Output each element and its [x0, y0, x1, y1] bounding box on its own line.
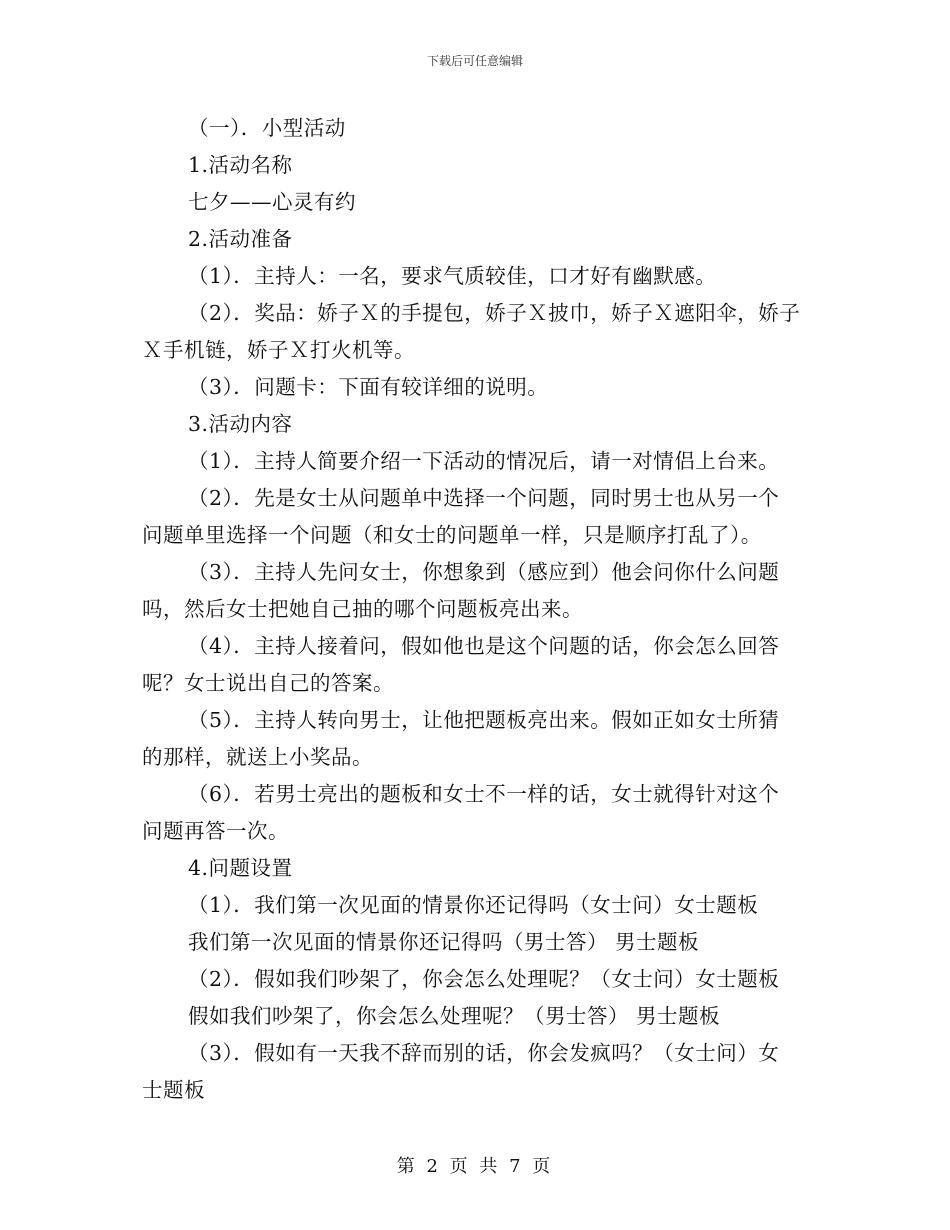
paragraph-line: （3）．问题卡：下面有较详细的说明。 [188, 375, 549, 399]
subheading-questions: 4.问题设置 [188, 856, 293, 880]
paragraph-line: （1）．主持人简要介绍一下活动的情况后，请一对情侣上台来。 [188, 449, 780, 473]
paragraph-line: 吗，然后女士把她自己抽的哪个问题板亮出来。 [142, 597, 583, 621]
question-line: （2）．假如我们吵架了，你会怎么处理呢？（女士问）女士题板 [188, 967, 780, 991]
page-header: 下载后可任意编辑 [426, 54, 523, 68]
question-line: （3）．假如有一天我不辞而别的话，你会发疯吗？（女士问）女 [188, 1041, 780, 1065]
activity-name: 七夕——心灵有约 [188, 190, 356, 214]
paragraph-line: （4）．主持人接着问，假如他也是这个问题的话，你会怎么回答 [188, 634, 780, 658]
page-footer: 第 2 页 共 7 页 [396, 1156, 554, 1177]
paragraph-line: Ｘ手机链，娇子Ｘ打火机等。 [142, 338, 415, 362]
paragraph-line: （1）．主持人：一名，要求气质较佳，口才好有幽默感。 [188, 264, 717, 288]
question-line: （1）．我们第一次见面的情景你还记得吗（女士问）女士题板 [188, 893, 759, 917]
section-heading: （一）．小型活动 [188, 116, 346, 140]
question-line: 我们第一次见面的情景你还记得吗（男士答） 男士题板 [188, 930, 700, 954]
paragraph-line: 的那样，就送上小奖品。 [142, 745, 373, 769]
paragraph-line: 问题再答一次。 [142, 819, 289, 843]
paragraph-line: （2）．先是女士从问题单中选择一个问题，同时男士也从另一个 [188, 486, 780, 510]
paragraph-line: （2）．奖品：娇子Ｘ的手提包，娇子Ｘ披巾，娇子Ｘ遮阳伞，娇子 [188, 301, 801, 325]
paragraph-line: （5）．主持人转向男士，让他把题板亮出来。假如正如女士所猜 [188, 708, 780, 732]
paragraph-line: 问题单里选择一个问题（和女士的问题单一样，只是顺序打乱了）。 [142, 523, 762, 547]
paragraph-line: （3）．主持人先问女士，你想象到（感应到）他会问你什么问题 [188, 560, 780, 584]
paragraph-line: （6）．若男士亮出的题板和女士不一样的话，女士就得针对这个 [188, 782, 780, 806]
subheading-activity-name: 1.活动名称 [188, 153, 293, 177]
paragraph-line: 呢？女士说出自己的答案。 [142, 671, 394, 695]
question-line: 假如我们吵架了，你会怎么处理呢？（男士答） 男士题板 [188, 1004, 721, 1028]
subheading-preparation: 2.活动准备 [188, 227, 293, 251]
subheading-content: 3.活动内容 [188, 412, 293, 436]
question-line: 士题板 [142, 1078, 205, 1102]
document-body [142, 110, 812, 1109]
